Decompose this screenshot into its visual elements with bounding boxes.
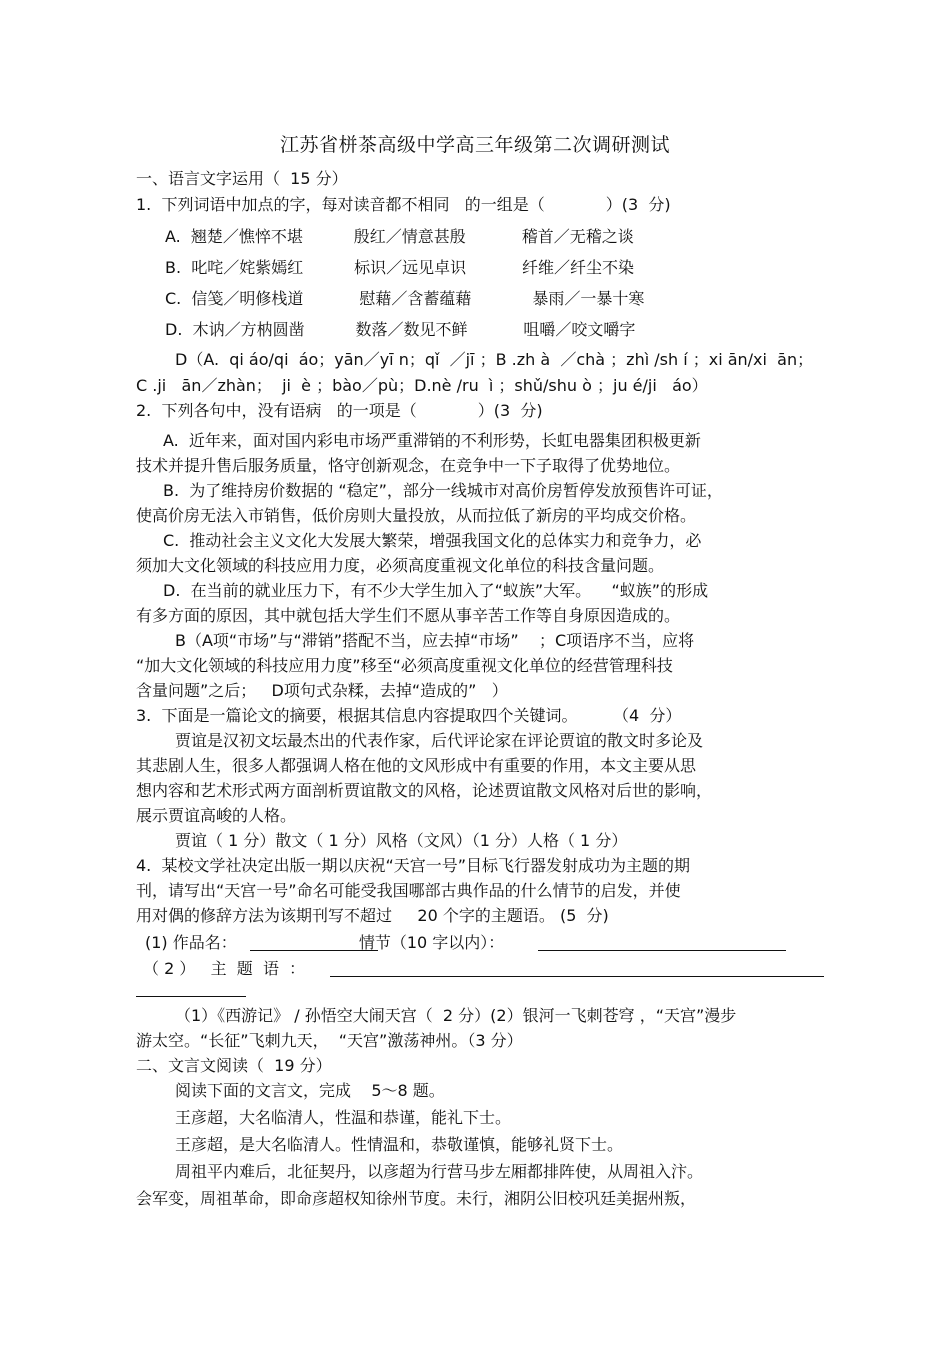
section-heading: 一、语言文字运用（ 15 分） [136,169,348,188]
answer-line: B（A项“市场”与“滞销”搭配不当，应去掉“市场” ；C项语序不当，应将 [175,631,695,650]
fill-in-line: （ 2 ） 主 题 语 ： [143,959,306,978]
question-text: 3. 下面是一篇论文的摘要，根据其信息内容提取四个关键词。 （4 分） [136,706,682,725]
option-line: A. 翘楚／憔悴不堪 殷红／情意甚殷 稽首／无稽之谈 [165,227,634,246]
answer-line: 含量问题”之后； D项句式杂糅，去掉“造成的” ） [136,681,508,700]
question-text: 1. 下列词语中加点的字，每对读音都不相同 的一组是（ ）(3 分) [136,195,671,214]
passage-line: 周祖平内难后，北征契丹，以彦超为行营马步左厢都排阵使，从周祖入汴。 [175,1162,704,1181]
question-text: 2. 下列各句中，没有语病 的一项是（ ）(3 分) [136,401,543,420]
answer-line: 贾谊（ 1 分）散文（ 1 分）风格（文风）（1 分）人格（ 1 分） [175,831,628,850]
passage-line: 想内容和艺术形式两方面剖析贾谊散文的风格，论述贾谊散文风格对后世的影响， [136,781,713,800]
passage-line: 王彦超，大名临清人，性温和恭谨，能礼下士。 [175,1108,512,1127]
option-line: D. 木讷／方枘圆凿 数落／数见不鲜 咀嚼／咬文嚼字 [165,320,636,339]
passage-line: 王彦超，是大名临清人。性情温和，恭敬谨慎，能够礼贤下士。 [175,1135,624,1154]
option-line: A. 近年来，面对国内彩电市场严重滞销的不利形势，长虹电器集团积极更新 [163,431,701,450]
question-text: 4. 某校文学社决定出版一期以庆祝“天宫一号”目标飞行器发射成功为主题的期 [136,856,691,875]
option-line: 使高价房无法入市销售，低价房则大量投放，从而拉低了新房的平均成交价格。 [136,506,697,525]
fill-in-line: (1) 作品名： 情节（10 字以内）： [145,933,505,952]
option-line: B. 为了维持房价数据的 “稳定”，部分一线城市对高价房暂停发放预售许可证， [163,481,723,500]
answer-line: “加大文化领域的科技应用力度”移至“必须高度重视文化单位的经营管理科技 [136,656,673,675]
answer-line: C .ji ān／zhàn； ji è ；bào／pù；D.nè /ru ì ；shǔ/shu ò ；ju é/ji áo） [136,376,708,395]
passage-line: 贾谊是汉初文坛最杰出的代表作家，后代评论家在评论贾谊的散文时多论及 [175,731,704,750]
question-text: 用对偶的修辞方法为该期刊写不超过 20 个字的主题语。 (5 分) [136,906,609,925]
option-line: 技术并提升售后服务质量，恪守创新观念，在竞争中一下子取得了优势地位。 [136,456,681,475]
blank-rule [538,950,786,951]
passage-line: 展示贾谊高峻的人格。 [136,806,297,825]
blank-rule [250,950,378,951]
blank-rule [136,996,246,997]
page-title: 江苏省栟茶高级中学高三年级第二次调研测试 [279,134,670,156]
answer-line: 游太空。“长征”飞刺九天， “天宫”激荡神州。（3 分） [136,1031,523,1050]
passage-line: 其悲剧人生，很多人都强调人格在他的文风形成中有重要的作用，本文主要从思 [136,756,697,775]
option-line: D. 在当前的就业压力下，有不少大学生加入了“蚁族”大军。 “蚁族”的形成 [163,581,709,600]
instruction-line: 阅读下面的文言文，完成 5～8 题。 [175,1081,445,1100]
passage-line: 会军变，周祖革命，即命彦超权知徐州节度。未行，湘阴公旧校巩廷美据州叛， [136,1189,697,1208]
answer-line: D（A. qi áo/qi áo；yān／yī n；qǐ ／jī ；B .zh à ／chà ；zhì /sh í ；xi ān/xi ān； [175,350,814,369]
option-line: B. 叱咤／姹紫嫣红 标识／远见卓识 纤维／纤尘不染 [165,258,635,277]
question-text: 刊，请写出“天宫一号”命名可能受我国哪部古典作品的什么情节的启发，并使 [136,881,681,900]
answer-line: （1）《西游记》 / 孙悟空大闹天宫（ 2 分）(2）银河一飞刺苍穹 ，“天宫”漫步 [175,1006,737,1025]
section-heading: 二、文言文阅读（ 19 分） [136,1056,332,1075]
option-line: 有多方面的原因，其中就包括大学生们不愿从事辛苦工作等自身原因造成的。 [136,606,681,625]
option-line: C. 信笺／明修栈道 慰藉／含蓄蕴藉 暴雨／一暴十寒 [165,289,645,308]
option-line: 须加大文化领域的科技应用力度，必须高度重视文化单位的科技含量问题。 [136,556,665,575]
blank-rule [330,976,824,977]
option-line: C. 推动社会主义文化大发展大繁荣，增强我国文化的总体实力和竞争力，必 [163,531,702,550]
